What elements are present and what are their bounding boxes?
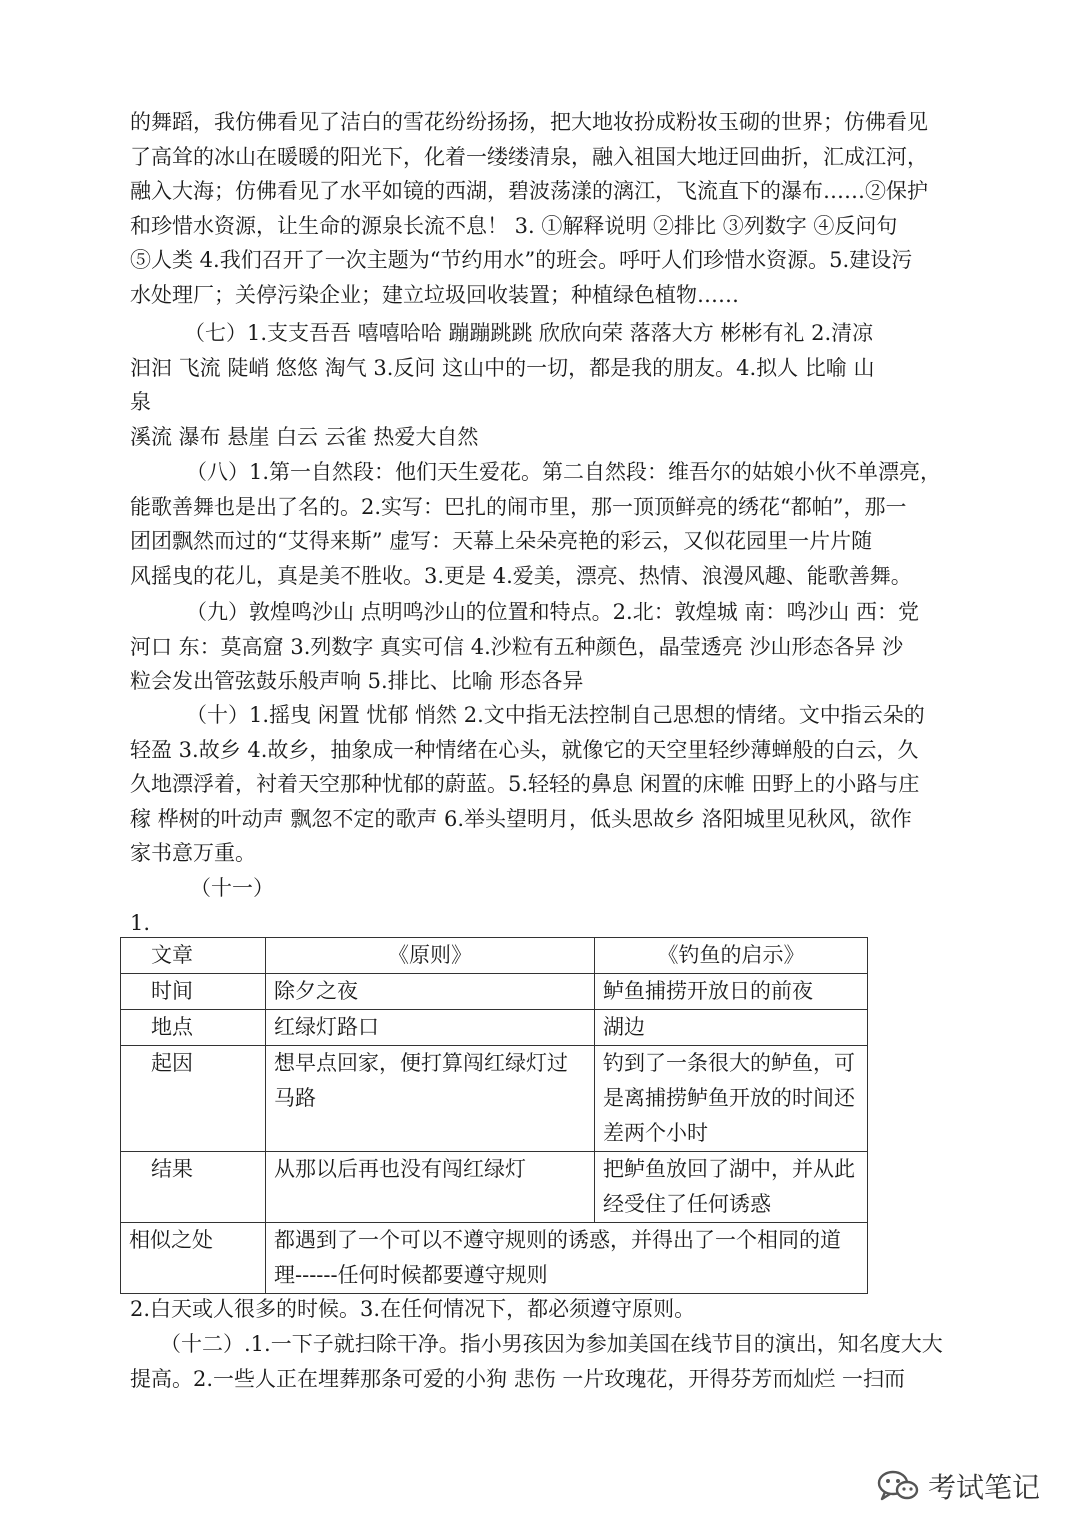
- answer-heading-11: [130, 871, 952, 906]
- text-line: （十二）.1.一下子就扫除干净。指小男孩因为参加美国在线节目的演出，知名度大大: [160, 1332, 943, 1356]
- table-header-cell: 《钓鱼的启示》: [595, 938, 868, 974]
- text-line: 团团飘然而过的“艾得来斯” 虚写：天幕上朵朵亮艳的彩云，又似花园里一片片随: [130, 529, 873, 553]
- question-number: [130, 906, 952, 941]
- row-label: 结果: [121, 1152, 266, 1223]
- text-line: 粒会发出管弦鼓乐般声响 5.排比、比喻 形态各异: [130, 669, 584, 693]
- text-line: （九）敦煌鸣沙山 点明鸣沙山的位置和特点。2.北：敦煌城 南：鸣沙山 西：党: [186, 600, 920, 624]
- text-line: 风摇曳的花儿，真是美不胜收。3.更是 4.爱美，漂亮、热情、浪漫风趣、能歌善舞。: [130, 563, 912, 588]
- text-line: ⑤人类 4.我们召开了一次主题为“节约用水”的班会。呼吁人们珍惜水资源。5.建设污: [130, 248, 913, 272]
- table-cell: 从那以后再也没有闯红绿灯: [266, 1152, 595, 1223]
- wechat-icon: [876, 1468, 920, 1504]
- table-header-row: [121, 938, 868, 974]
- answer-after-table: [130, 1292, 952, 1327]
- table-row: [121, 1152, 868, 1223]
- text-line: 汩汩 飞流 陡峭 悠悠 淘气 3.反问 这山中的一切，都是我的朋友。4.拟人 比喻 山: [130, 355, 875, 380]
- text-line: 轻盈 3.故乡 4.故乡，抽象成一种情绪在心头，就像它的天空里轻纱薄蝉般的白云，久: [130, 737, 919, 762]
- table-row-similarity: [121, 1223, 868, 1294]
- answer-paragraph-8: [130, 455, 952, 593]
- text-line: 久地漂浮着，衬着天空那种忧郁的蔚蓝。5.轻轻的鼻息 闲置的床帷 田野上的小路与庄: [130, 772, 920, 796]
- text-line: （八）1.第一自然段：他们天生爱花。第二自然段：维吾尔的姑娘小伙不单漂亮，: [186, 460, 942, 484]
- text-line: 2.白天或人很多的时候。3.在任何情况下，都必须遵守原则。: [130, 1297, 696, 1321]
- text-line: 家书意万重。: [130, 841, 256, 865]
- text-line: （七）1.支支吾吾 嘻嘻哈哈 蹦蹦跳跳 欣欣向荣 落落大方 彬彬有礼 2.清凉: [184, 321, 874, 345]
- text-line: （十）1.摇曳 闲置 忧郁 悄然 2.文中指无法控制自己思想的情绪。文中指云朵的: [186, 703, 925, 727]
- table-row: [121, 1010, 868, 1046]
- text-line: 河口 东：莫高窟 3.列数字 真实可信 4.沙粒有五种颜色，晶莹透亮 沙山形态各异 沙: [130, 634, 904, 659]
- table-row: [121, 1046, 868, 1152]
- answer-paragraph-7: [130, 316, 952, 454]
- table-cell: 鲈鱼捕捞开放日的前夜: [595, 974, 868, 1010]
- table-cell-merged: 都遇到了一个可以不遵守规则的诱惑，并得出了一个相同的道理------任何时候都要遵守规则: [266, 1223, 868, 1294]
- table-header-cell: 《原则》: [266, 938, 595, 974]
- text-line: 溪流 瀑布 悬崖 白云 云雀 热爱大自然: [130, 424, 479, 449]
- answer-paragraph-9: [130, 595, 952, 699]
- table-cell: 钓到了一条很大的鲈鱼，可是离捕捞鲈鱼开放的时间还差两个小时: [595, 1046, 868, 1152]
- text-line: 和珍惜水资源，让生命的源泉长流不息！ 3. ①解释说明 ②排比 ③列数字 ④反问句: [130, 213, 898, 238]
- table-header-cell: 文章: [121, 938, 266, 974]
- text-line: 水处理厂；关停污染企业；建立垃圾回收装置；种植绿色植物……: [130, 282, 739, 307]
- comparison-table: [120, 937, 868, 1294]
- text-line: 的舞蹈，我仿佛看见了洁白的雪花纷纷扬扬，把大地妆扮成粉妆玉砌的世界；仿佛看见: [130, 110, 928, 134]
- answer-paragraph-6: [130, 105, 952, 312]
- text-line: 提高。2.一些人正在埋葬那条可爱的小狗 悲伤 一片玫瑰花，开得芬芳而灿烂 一扫而: [130, 1366, 906, 1391]
- table-row: [121, 974, 868, 1010]
- row-label: 地点: [121, 1010, 266, 1046]
- table-cell: 把鲈鱼放回了湖中，并从此经受住了任何诱惑: [595, 1152, 868, 1223]
- row-label: 起因: [121, 1046, 266, 1152]
- watermark-text: 考试笔记: [927, 1471, 1040, 1504]
- answer-paragraph-10: [130, 698, 952, 871]
- text-line: 了高耸的冰山在暖暖的阳光下，化着一缕缕清泉，融入祖国大地迂回曲折，汇成江河，: [130, 144, 928, 169]
- answer-paragraph-12: [130, 1327, 952, 1396]
- text-line: 1.: [130, 911, 151, 935]
- table-cell: 湖边: [595, 1010, 868, 1046]
- text-line: 稼 桦树的叶动声 飘忽不定的歌声 6.举头望明月，低头思故乡 洛阳城里见秋风，欲作: [130, 806, 912, 831]
- section-heading: （十一）: [190, 876, 274, 900]
- text-line: 融入大海；仿佛看见了水平如镜的西湖，碧波荡漾的漓江，飞流直下的瀑布……②保护: [130, 179, 928, 203]
- table-cell: 除夕之夜: [266, 974, 595, 1010]
- table-cell: 想早点回家，便打算闯红绿灯过马路: [266, 1046, 595, 1152]
- row-label: 相似之处: [121, 1223, 266, 1294]
- table-cell: 红绿灯路口: [266, 1010, 595, 1046]
- text-line: 能歌善舞也是出了名的。2.实写：巴扎的闹市里，那一顶顶鲜亮的绣花“都帕”，那一: [130, 494, 907, 519]
- row-label: 时间: [121, 974, 266, 1010]
- text-line: 泉: [130, 390, 151, 414]
- watermark: [876, 1466, 1040, 1506]
